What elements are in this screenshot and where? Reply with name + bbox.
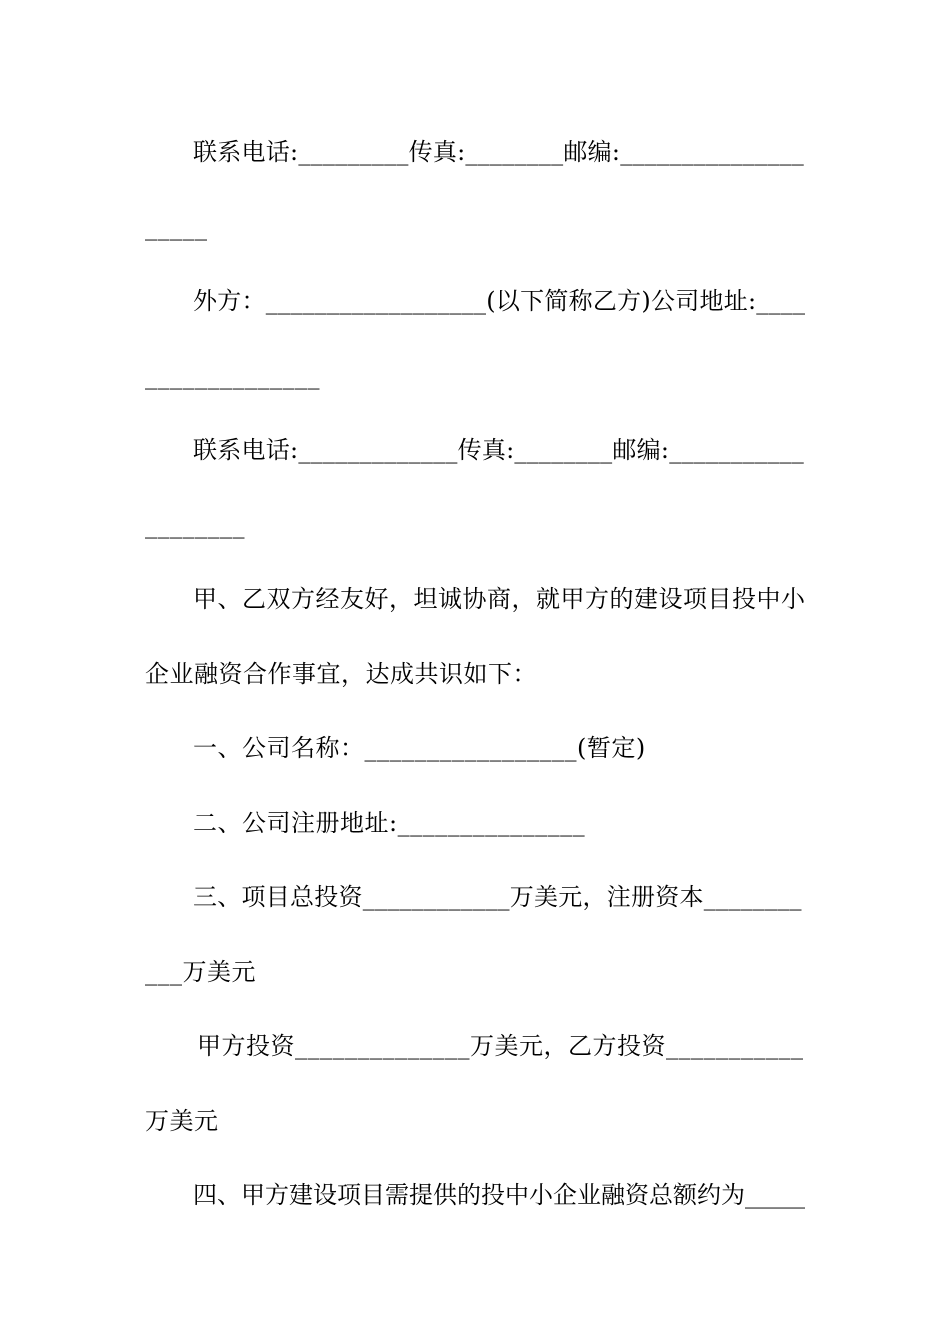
contact-line-1: 联系电话:_________传真:________邮编:_______________ bbox=[193, 138, 805, 166]
agreement-intro-line: 甲、乙双方经友好，坦诚协商，就甲方的建设项目投中小 bbox=[193, 585, 806, 613]
clause-4-financing-amount: 四、甲方建设项目需提供的投中小企业融资总额约为_____ bbox=[193, 1181, 805, 1209]
agreement-intro-line-continued: 企业融资合作事宜，达成共识如下： bbox=[145, 660, 537, 688]
foreign-party-line-continued: ______________ bbox=[145, 362, 320, 390]
clause-2-registered-address: 二、公司注册地址:_______________ bbox=[193, 809, 586, 837]
clause-1-company-name: 一、公司名称：_________________(暂定) bbox=[193, 734, 646, 762]
clause-3-total-investment-continued: ___万美元 bbox=[145, 958, 256, 986]
clause-3-total-investment: 三、项目总投资____________万美元，注册资本________ bbox=[193, 883, 802, 911]
contact-line-2: 联系电话:_____________传真:________邮编:___________ bbox=[193, 436, 805, 464]
contact-line-1-continued: _____ bbox=[145, 213, 208, 241]
contact-line-2-continued: ________ bbox=[145, 511, 245, 539]
party-investment-line: 甲方投资______________万美元，乙方投资___________ bbox=[197, 1032, 804, 1060]
foreign-party-line: 外方：__________________(以下简称乙方)公司地址:____ bbox=[193, 287, 806, 315]
party-investment-line-continued: 万美元 bbox=[145, 1107, 219, 1135]
